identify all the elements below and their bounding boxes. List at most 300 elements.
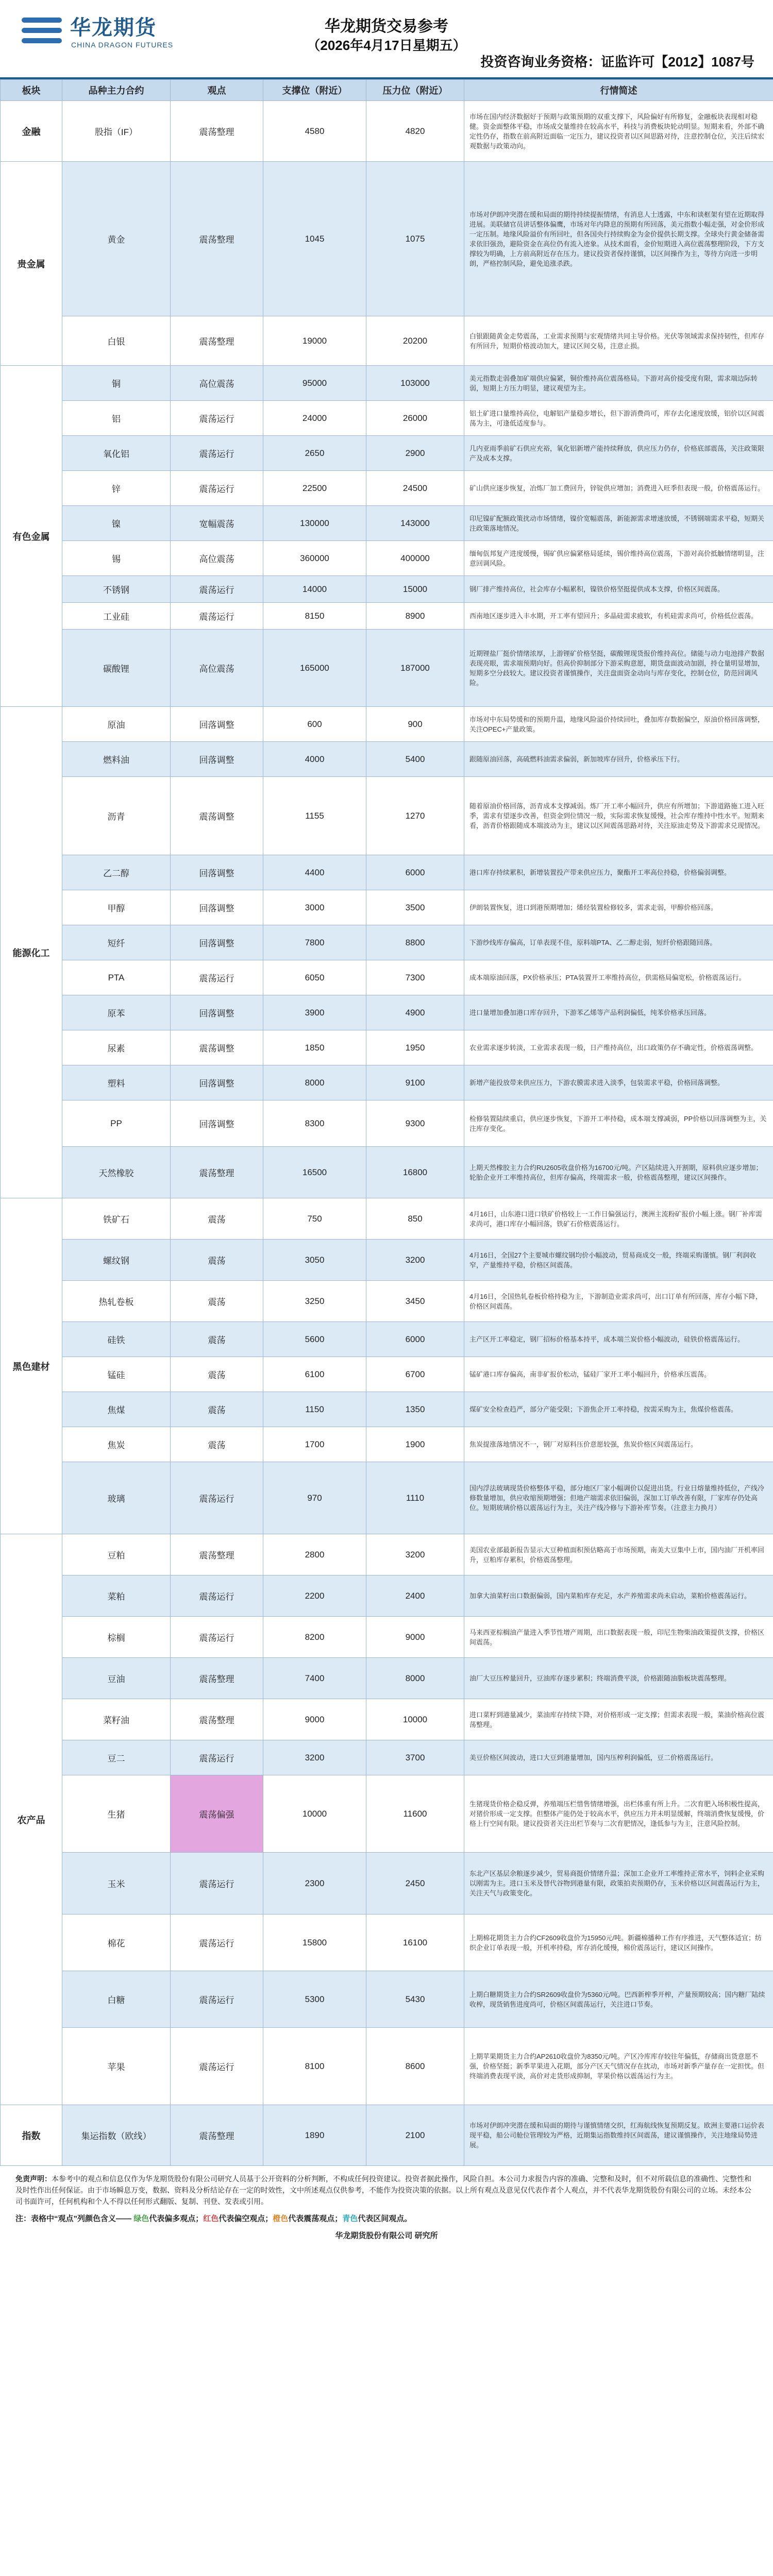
resistance-cell: 1075 — [366, 162, 464, 316]
variety-cell: 股指（IF） — [62, 101, 171, 162]
resistance-cell: 1350 — [366, 1392, 464, 1427]
variety-cell: 集运指数（欧线） — [62, 2105, 171, 2166]
support-cell: 19000 — [263, 316, 366, 366]
variety-cell: 焦煤 — [62, 1392, 171, 1427]
support-cell: 1045 — [263, 162, 366, 316]
support-cell: 3200 — [263, 1740, 366, 1775]
table-row — [1, 506, 773, 541]
support-cell: 8300 — [263, 1100, 366, 1147]
table-row — [1, 855, 773, 890]
resistance-cell: 16800 — [366, 1147, 464, 1198]
variety-cell: 短纤 — [62, 925, 171, 960]
support-cell: 2800 — [263, 1534, 366, 1575]
support-cell: 16500 — [263, 1147, 366, 1198]
table-row — [1, 576, 773, 603]
support-cell: 4000 — [263, 742, 366, 777]
comment-cell: 印尼镍矿配额政策扰动市场情绪，镍价宽幅震荡，新能源需求增速放缓，不锈钢端需求平稳，短期关注政策落地情况。 — [464, 506, 773, 541]
comment-cell: 农业需求逐步转淡，工业需求表现一般，日产维持高位，出口政策仍存不确定性，价格震荡调整。 — [464, 1030, 773, 1065]
table-row — [1, 1740, 773, 1775]
table-row — [1, 1914, 773, 1971]
resistance-cell: 3200 — [366, 1240, 464, 1281]
resistance-cell: 1270 — [366, 777, 464, 855]
view-cell: 高位震荡 — [171, 541, 263, 576]
variety-cell: 苹果 — [62, 2028, 171, 2105]
support-cell: 2300 — [263, 1853, 366, 1914]
support-cell: 8000 — [263, 1065, 366, 1100]
comment-cell: 上期苹果期货主力合约AP2610收盘价为8350元/吨。产区冷库库存较往年偏低，存储商出货意愿不强，价格坚挺；新季苹果进入花期，部分产区天气情况存在扰动，市场对新季产量存在一定担忧。但终端消费表现平淡，高价对走货形成抑制，苹果价格以震荡运行为主。 — [464, 2028, 773, 2105]
support-cell: 14000 — [263, 576, 366, 603]
view-cell: 高位震荡 — [171, 630, 263, 707]
support-cell: 95000 — [263, 366, 366, 401]
support-cell: 750 — [263, 1198, 366, 1240]
note-item: 红色 — [203, 2214, 219, 2223]
comment-cell: 煤矿安全检查趋严，部分产能受限；下游焦企开工率持稳，按需采购为主，焦煤价格震荡。 — [464, 1392, 773, 1427]
resistance-cell: 6000 — [366, 855, 464, 890]
table-row — [1, 925, 773, 960]
variety-cell: 豆粕 — [62, 1534, 171, 1575]
report-footer — [0, 2166, 773, 2241]
header-comment: 行情简述 — [464, 80, 773, 101]
comment-cell: 锰矿港口库存偏高，南非矿报价松动，锰硅厂家开工率小幅回升，价格承压震荡。 — [464, 1357, 773, 1392]
note-item: 代表区间观点。 — [358, 2214, 412, 2223]
support-cell: 22500 — [263, 471, 366, 506]
support-cell: 1890 — [263, 2105, 366, 2166]
header-resistance: 压力位（附近） — [366, 80, 464, 101]
table-row — [1, 2105, 773, 2166]
table-row — [1, 436, 773, 471]
report-header — [0, 0, 773, 79]
support-cell: 6100 — [263, 1357, 366, 1392]
note-item: 绿色 — [133, 2214, 149, 2223]
variety-cell: 锡 — [62, 541, 171, 576]
resistance-cell: 850 — [366, 1198, 464, 1240]
logo-text-cn: 华龙期货 — [70, 16, 157, 39]
view-cell: 震荡 — [171, 1392, 263, 1427]
view-cell: 震荡调整 — [171, 777, 263, 855]
view-cell: 高位震荡 — [171, 366, 263, 401]
comment-cell: 检修装置陆续重启，供应逐步恢复，下游开工率持稳，成本端支撑减弱，PP价格以回落调整为主，关注库存变化。 — [464, 1100, 773, 1147]
support-cell: 970 — [263, 1462, 366, 1534]
resistance-cell: 1110 — [366, 1462, 464, 1534]
variety-cell: 锌 — [62, 471, 171, 506]
table-row — [1, 1575, 773, 1617]
view-cell: 震荡运行 — [171, 960, 263, 995]
resistance-cell: 2100 — [366, 2105, 464, 2166]
table-row — [1, 1147, 773, 1198]
resistance-cell: 16100 — [366, 1914, 464, 1971]
view-cell: 回落调整 — [171, 995, 263, 1030]
resistance-cell: 3500 — [366, 890, 464, 925]
variety-cell: 铜 — [62, 366, 171, 401]
resistance-cell: 3450 — [366, 1281, 464, 1322]
view-cell: 回落调整 — [171, 1065, 263, 1100]
note-item: 青色 — [342, 2214, 358, 2223]
comment-cell: 矿山供应逐步恢复，冶炼厂加工费回升，锌锭供应增加；消费进入旺季但表现一般，价格震荡运行。 — [464, 471, 773, 506]
variety-cell: 白银 — [62, 316, 171, 366]
comment-cell: 进口菜籽到港量减少，菜油库存持续下降，对价格形成一定支撑；但需求表现一般，菜油价格高位震荡整理。 — [464, 1699, 773, 1740]
view-cell: 震荡运行 — [171, 1462, 263, 1534]
table-row — [1, 471, 773, 506]
support-cell: 1150 — [263, 1392, 366, 1427]
disclaimer-label: 免责声明： — [15, 2175, 52, 2183]
comment-cell: 4月16日，全国热轧卷板价格持稳为主，下游制造业需求尚可，出口订单有所回落，库存小幅下降，价格区间震荡。 — [464, 1281, 773, 1322]
view-cell: 震荡整理 — [171, 1699, 263, 1740]
comment-cell: 西南地区逐步进入丰水期，开工率有望回升；多晶硅需求疲软，有机硅需求尚可，价格低位震荡。 — [464, 603, 773, 630]
comment-cell: 市场在国内经济数据好于预期与政策预期的双重支撑下，风险偏好有所修复，金融板块表现相对稳健。资金面整体平稳，市场成交量维持在较高水平，科技与消费板块轮动明显。短期来看，外部不确定性仍存，指数在前高附近面临一定压力，建议投资者以区间思路对待，注意控制仓位，关注后续宏观数据与政策动向。 — [464, 101, 773, 162]
support-cell: 1850 — [263, 1030, 366, 1065]
support-cell: 7800 — [263, 925, 366, 960]
comment-cell: 港口库存持续累积，新增装置投产带来供应压力，聚酯开工率高位持稳，价格偏弱调整。 — [464, 855, 773, 890]
table-row — [1, 707, 773, 742]
support-cell: 5300 — [263, 1971, 366, 2028]
view-cell: 回落调整 — [171, 742, 263, 777]
table-row — [1, 162, 773, 316]
support-cell: 5600 — [263, 1322, 366, 1357]
resistance-cell: 6700 — [366, 1357, 464, 1392]
sector-cell: 有色金属 — [1, 366, 62, 707]
comment-cell: 近期锂盐厂挺价情绪浓厚，上游锂矿价格坚挺，碳酸锂现货报价维持高位。储能与动力电池排产数据表现亮眼，需求端预期向好。但高价抑制部分下游采购意愿，期货盘面波动加剧，持仓量明显增加，短期多空分歧较大。建议投资者谨慎操作，关注盘面资金动向与库存变化，控制仓位，防范回调风险。 — [464, 630, 773, 707]
comment-cell: 油厂大豆压榨量回升，豆油库存逐步累积；终端消费平淡，价格跟随油脂板块震荡整理。 — [464, 1658, 773, 1699]
comment-cell: 焦炭提涨落地情况不一，钢厂对原料压价意愿较强，焦炭价格区间震荡运行。 — [464, 1427, 773, 1462]
table-row — [1, 1427, 773, 1462]
view-cell: 震荡运行 — [171, 1853, 263, 1914]
variety-cell: 白糖 — [62, 1971, 171, 2028]
view-cell: 震荡整理 — [171, 316, 263, 366]
resistance-cell: 3200 — [366, 1534, 464, 1575]
support-cell: 3250 — [263, 1281, 366, 1322]
sector-cell: 农产品 — [1, 1534, 62, 2105]
resistance-cell: 26000 — [366, 401, 464, 436]
header-view: 观点 — [171, 80, 263, 101]
variety-cell: 玻璃 — [62, 1462, 171, 1534]
comment-cell: 市场对伊朗冲突潜在缓和局面的期待持续提振情绪，有消息人士透露，中东和谈框架有望在近期取得进展。美联储官员讲话整体偏鹰，市场对年内降息的预期有所回落，美元指数小幅走强，对金价形成一定压制。地缘风险溢价有所回吐，但各国央行持续购金为金价提供长期支撑。全球央行黄金储备需求依旧强劲，避险资金在高位仍有流入迹象。从技术面看，金价短期进入高位震荡整理阶段，下方支撑较为明确，上方前高附近存在压力。建议投资者保持谨慎，以区间操作为主，等待方向进一步明朗，严格控制风险，避免追涨杀跌。 — [464, 162, 773, 316]
view-cell: 震荡偏强 — [171, 1775, 263, 1853]
view-cell: 震荡 — [171, 1281, 263, 1322]
support-cell: 8100 — [263, 2028, 366, 2105]
table-row — [1, 1658, 773, 1699]
comment-cell: 美国农业部最新报告显示大豆种植面积预估略高于市场预期，南美大豆集中上市，国内油厂开机率回升，豆粕库存累积，价格震荡整理。 — [464, 1534, 773, 1575]
view-cell: 震荡运行 — [171, 1617, 263, 1658]
variety-cell: 黄金 — [62, 162, 171, 316]
view-cell: 震荡 — [171, 1240, 263, 1281]
resistance-cell: 4820 — [366, 101, 464, 162]
sector-cell: 贵金属 — [1, 162, 62, 366]
resistance-cell: 11600 — [366, 1775, 464, 1853]
variety-cell: 沥青 — [62, 777, 171, 855]
table-row — [1, 1462, 773, 1534]
comment-cell: 进口量增加叠加港口库存回升，下游苯乙烯等产品利润偏低，纯苯价格承压回落。 — [464, 995, 773, 1030]
support-cell: 4580 — [263, 101, 366, 162]
variety-cell: 镍 — [62, 506, 171, 541]
variety-cell: 生猪 — [62, 1775, 171, 1853]
table-row — [1, 630, 773, 707]
view-cell: 震荡整理 — [171, 1658, 263, 1699]
variety-cell: 玉米 — [62, 1853, 171, 1914]
table-row — [1, 1392, 773, 1427]
table-row — [1, 603, 773, 630]
table-row — [1, 960, 773, 995]
table-row — [1, 1100, 773, 1147]
view-cell: 回落调整 — [171, 1100, 263, 1147]
support-cell: 1155 — [263, 777, 366, 855]
support-cell: 7400 — [263, 1658, 366, 1699]
resistance-cell: 24500 — [366, 471, 464, 506]
variety-cell: 焦炭 — [62, 1427, 171, 1462]
support-cell: 2650 — [263, 436, 366, 471]
view-cell: 震荡 — [171, 1198, 263, 1240]
resistance-cell: 9300 — [366, 1100, 464, 1147]
variety-cell: 燃料油 — [62, 742, 171, 777]
resistance-cell: 9100 — [366, 1065, 464, 1100]
comment-cell: 伊朗装置恢复，进口到港预期增加；烯烃装置检修较多，需求走弱，甲醇价格回落。 — [464, 890, 773, 925]
variety-cell: 铁矿石 — [62, 1198, 171, 1240]
resistance-cell: 103000 — [366, 366, 464, 401]
sector-cell: 黑色建材 — [1, 1198, 62, 1534]
resistance-cell: 8600 — [366, 2028, 464, 2105]
support-cell: 3050 — [263, 1240, 366, 1281]
view-cell: 震荡整理 — [171, 2105, 263, 2166]
resistance-cell: 5430 — [366, 1971, 464, 2028]
comment-cell: 下游纱线库存偏高，订单表现不佳，原料端PTA、乙二醇走弱，短纤价格跟随回落。 — [464, 925, 773, 960]
variety-cell: 棉花 — [62, 1914, 171, 1971]
comment-cell: 东北产区基层余粮逐步减少，贸易商挺价情绪升温；深加工企业开工率维持正常水平，饲料企业采购以刚需为主。进口玉米及替代谷物到港量有限，政策拍卖预期仍存，玉米价格以区间震荡运行为主，关注天气与政策变化。 — [464, 1853, 773, 1914]
table-row — [1, 366, 773, 401]
variety-cell: 工业硅 — [62, 603, 171, 630]
support-cell: 2200 — [263, 1575, 366, 1617]
comment-cell: 国内浮法玻璃现货价格整体平稳，部分地区厂家小幅调价以促进出货。行业日熔量维持低位，产线冷修数量增加，供应收缩预期增强；但地产端需求依旧偏弱，深加工订单改善有限，厂家库存仍处高位。短期玻璃价格以震荡运行为主，关注产线冷修与下游补库节奏。（注意主力换月） — [464, 1462, 773, 1534]
table-row — [1, 890, 773, 925]
table-row — [1, 995, 773, 1030]
view-cell: 回落调整 — [171, 890, 263, 925]
table-row — [1, 2028, 773, 2105]
table-row — [1, 1240, 773, 1281]
view-cell: 震荡运行 — [171, 436, 263, 471]
resistance-cell: 2900 — [366, 436, 464, 471]
comment-cell: 市场对伊朗冲突潜在缓和局面的期待与谨慎情绪交织，红海航线恢复预期反复。欧洲主要港口运价表现平稳，船公司舱位管理较为严格，近期集运指数维持区间震荡，建议谨慎操作，关注地缘局势进展。 — [464, 2105, 773, 2166]
variety-cell: 塑料 — [62, 1065, 171, 1100]
support-cell: 15800 — [263, 1914, 366, 1971]
comment-cell: 缅甸佤邦复产进度缓慢，锡矿供应偏紧格局延续，锡价维持高位震荡，下游对高价抵触情绪明显，注意回调风险。 — [464, 541, 773, 576]
support-cell: 6050 — [263, 960, 366, 995]
comment-cell: 市场对中东局势缓和的预期升温，地缘风险溢价持续回吐，叠加库存数据偏空，原油价格回落调整，关注OPEC+产量政策。 — [464, 707, 773, 742]
table-header-row — [1, 80, 773, 101]
reference-table — [0, 79, 773, 2166]
variety-cell: 菜粕 — [62, 1575, 171, 1617]
variety-cell: 铝 — [62, 401, 171, 436]
comment-cell: 几内亚雨季前矿石供应充裕，氧化铝新增产能持续释放，供应压力仍存，价格底部震荡，关注政策限产及成本支撑。 — [464, 436, 773, 471]
support-cell: 8150 — [263, 603, 366, 630]
view-cell: 震荡运行 — [171, 576, 263, 603]
comment-cell: 主产区开工率稳定，钢厂招标价格基本持平，成本端兰炭价格小幅波动，硅铁价格震荡运行。 — [464, 1322, 773, 1357]
report-date: （2026年4月17日星期五） — [307, 38, 466, 53]
resistance-cell: 143000 — [366, 506, 464, 541]
view-cell: 回落调整 — [171, 925, 263, 960]
company-name: 华龙期货股份有限公司 研究所 — [335, 2231, 438, 2240]
table-row — [1, 1198, 773, 1240]
color-legend-note — [15, 2213, 758, 2225]
comment-cell: 白银跟随黄金走势震荡，工业需求预期与宏观情绪共同主导价格。光伏等领域需求保持韧性，但库存有所回升，短期价格波动加大，建议区间交易，注意止损。 — [464, 316, 773, 366]
report-title: 华龙期货交易参考 — [325, 18, 448, 35]
table-row — [1, 1065, 773, 1100]
table-row — [1, 1534, 773, 1575]
view-cell: 震荡运行 — [171, 1914, 263, 1971]
sector-cell: 能源化工 — [1, 707, 62, 1198]
variety-cell: 热轧卷板 — [62, 1281, 171, 1322]
support-cell: 3900 — [263, 995, 366, 1030]
resistance-cell: 8800 — [366, 925, 464, 960]
table-row — [1, 1322, 773, 1357]
view-cell: 震荡运行 — [171, 1575, 263, 1617]
note-item: 代表偏多观点； — [149, 2214, 204, 2223]
note-item: 代表震荡观点； — [288, 2214, 343, 2223]
variety-cell: PP — [62, 1100, 171, 1147]
comment-cell: 上期棉花期货主力合约CF2609收盘价为15950元/吨。新疆棉播种工作有序推进，天气整体适宜；纺织企业订单表现一般，开机率持稳，库存消化缓慢，棉价震荡运行，建议区间操作。 — [464, 1914, 773, 1971]
view-cell: 回落调整 — [171, 707, 263, 742]
view-cell: 宽幅震荡 — [171, 506, 263, 541]
view-cell: 震荡运行 — [171, 1971, 263, 2028]
support-cell: 165000 — [263, 630, 366, 707]
resistance-cell: 5400 — [366, 742, 464, 777]
variety-cell: 豆二 — [62, 1740, 171, 1775]
support-cell: 9000 — [263, 1699, 366, 1740]
comment-cell: 新增产能投放带来供应压力，下游农膜需求进入淡季，包装需求平稳，价格回落调整。 — [464, 1065, 773, 1100]
variety-cell: 硅铁 — [62, 1322, 171, 1357]
comment-cell: 马来西亚棕榈油产量进入季节性增产周期，出口数据表现一般，印尼生物柴油政策提供支撑，价格区间震荡。 — [464, 1617, 773, 1658]
comment-cell: 随着原油价格回落，沥青成本支撑减弱。炼厂开工率小幅回升，供应有所增加；下游道路施工进入旺季，需求有望逐步改善，但资金到位情况一般，实际需求恢复缓慢，社会库存维持中性水平。短期来看，沥青价格跟随成本端波动为主，建议以区间震荡思路对待，关注原油走势及下游需求兑现情况。 — [464, 777, 773, 855]
disclaimer — [15, 2173, 758, 2207]
table-row — [1, 742, 773, 777]
variety-cell: 原苯 — [62, 995, 171, 1030]
resistance-cell: 8900 — [366, 603, 464, 630]
support-cell: 600 — [263, 707, 366, 742]
header-sector: 板块 — [1, 80, 62, 101]
variety-cell: 原油 — [62, 707, 171, 742]
variety-cell: 乙二醇 — [62, 855, 171, 890]
variety-cell: 氧化铝 — [62, 436, 171, 471]
variety-cell: 棕榈 — [62, 1617, 171, 1658]
variety-cell: 豆油 — [62, 1658, 171, 1699]
support-cell: 1700 — [263, 1427, 366, 1462]
view-cell: 震荡运行 — [171, 603, 263, 630]
resistance-cell: 4900 — [366, 995, 464, 1030]
resistance-cell: 2400 — [366, 1575, 464, 1617]
table-row — [1, 1775, 773, 1853]
view-cell: 回落调整 — [171, 855, 263, 890]
note-item: 橙色 — [273, 2214, 289, 2223]
resistance-cell: 15000 — [366, 576, 464, 603]
table-row — [1, 401, 773, 436]
view-cell: 震荡整理 — [171, 162, 263, 316]
resistance-cell: 3700 — [366, 1740, 464, 1775]
resistance-cell: 400000 — [366, 541, 464, 576]
support-cell: 130000 — [263, 506, 366, 541]
header-support: 支撑位（附近） — [263, 80, 366, 101]
resistance-cell: 900 — [366, 707, 464, 742]
note-prefix: 注：表格中“观点”列颜色含义—— — [15, 2214, 132, 2223]
comment-cell: 4月16日，山东港口进口铁矿价格较上一工作日偏强运行，澳洲主流粉矿报价小幅上涨。钢厂补库需求尚可，港口库存小幅回落，铁矿石价格震荡运行。 — [464, 1198, 773, 1240]
table-row — [1, 1853, 773, 1914]
support-cell: 3000 — [263, 890, 366, 925]
variety-cell: 甲醇 — [62, 890, 171, 925]
resistance-cell: 1900 — [366, 1427, 464, 1462]
view-cell: 震荡运行 — [171, 401, 263, 436]
view-cell: 震荡运行 — [171, 471, 263, 506]
table-row — [1, 541, 773, 576]
view-cell: 震荡调整 — [171, 1030, 263, 1065]
variety-cell: 不锈钢 — [62, 576, 171, 603]
comment-cell: 美元指数走弱叠加矿端供应偏紧，铜价维持高位震荡格局。下游对高价接受度有限，需求端边际转弱，短期上方压力明显，建议观望为主。 — [464, 366, 773, 401]
view-cell: 震荡运行 — [171, 2028, 263, 2105]
comment-cell: 美豆价格区间波动，进口大豆到港量增加，国内压榨利润偏低，豆二价格震荡运行。 — [464, 1740, 773, 1775]
comment-cell: 成本端原油回落，PX价格承压；PTA装置开工率维持高位，供需格局偏宽松，价格震荡运行。 — [464, 960, 773, 995]
variety-cell: 天然橡胶 — [62, 1147, 171, 1198]
resistance-cell: 1950 — [366, 1030, 464, 1065]
view-cell: 震荡整理 — [171, 1147, 263, 1198]
view-cell: 震荡 — [171, 1357, 263, 1392]
support-cell: 360000 — [263, 541, 366, 576]
support-cell: 4400 — [263, 855, 366, 890]
disclaimer-text: 本参考中的观点和信息仅作为华龙期货股份有限公司研究人员基于公开资料的分析判断，不构成任何投资建议。投资者据此操作，风险自担。本公司力求报告内容的准确、完整和及时，但不对所载信息的准确性、完整性和及时性作出任何保证。由于市场瞬息万变，数据、资料及分析结论存在一定的时效性，文中所述观点仅供参考，不能作为投资决策的依据。以上所有观点及意见仅代表作者个人观点，并不代表华龙期货股份有限公司的立场。未经本公司书面许可，任何机构和个人不得以任何形式翻版、复制、刊登、发表或引用。 — [15, 2175, 751, 2206]
table-row — [1, 1699, 773, 1740]
comment-cell: 铝土矿进口量维持高位，电解铝产量稳步增长，但下游消费尚可，库存去化速度放缓，铝价以区间震荡为主，可逢低适度参与。 — [464, 401, 773, 436]
table-row — [1, 316, 773, 366]
resistance-cell: 20200 — [366, 316, 464, 366]
comment-cell: 上期白糖期货主力合约SR2609收盘价为5360元/吨。巴西新榨季开榨，产量预期较高；国内糖厂陆续收榨，现货销售进度尚可，价格区间震荡运行，关注进口节奏。 — [464, 1971, 773, 2028]
table-row — [1, 1281, 773, 1322]
header-variety: 品种主力合约 — [62, 80, 171, 101]
table-row — [1, 1617, 773, 1658]
view-cell: 震荡整理 — [171, 1534, 263, 1575]
resistance-cell: 187000 — [366, 630, 464, 707]
support-cell: 24000 — [263, 401, 366, 436]
comment-cell: 生猪现货价格企稳反弹，养殖端压栏惜售情绪增强，出栏体重有所上升。二次育肥入场积极性提高，对猪价形成一定支撑。但整体产能仍处于较高水平，供应压力并未明显缓解，终端消费恢复缓慢，价格上行空间有限。建议投资者关注出栏节奏与二次育肥情况，逢低参与为主，注意风险控制。 — [464, 1775, 773, 1853]
resistance-cell: 8000 — [366, 1658, 464, 1699]
view-cell: 震荡运行 — [171, 1740, 263, 1775]
note-item: 代表偏空观点； — [219, 2214, 273, 2223]
view-cell: 震荡整理 — [171, 101, 263, 162]
logo-text-en: CHINA DRAGON FUTURES — [71, 41, 174, 49]
view-cell: 震荡 — [171, 1322, 263, 1357]
support-cell: 10000 — [263, 1775, 366, 1853]
resistance-cell: 9000 — [366, 1617, 464, 1658]
variety-cell: 菜籽油 — [62, 1699, 171, 1740]
table-row — [1, 1030, 773, 1065]
table-row — [1, 1971, 773, 2028]
table-row — [1, 777, 773, 855]
variety-cell: 锰硅 — [62, 1357, 171, 1392]
variety-cell: 尿素 — [62, 1030, 171, 1065]
sector-cell: 金融 — [1, 101, 62, 162]
variety-cell: 碳酸锂 — [62, 630, 171, 707]
comment-cell: 跟随原油回落，高硫燃料油需求偏弱，新加坡库存回升，价格承压下行。 — [464, 742, 773, 777]
support-cell: 8200 — [263, 1617, 366, 1658]
comment-cell: 加拿大油菜籽出口数据偏弱，国内菜粕库存充足，水产养殖需求尚未启动，菜粕价格震荡运行。 — [464, 1575, 773, 1617]
variety-cell: 螺纹钢 — [62, 1240, 171, 1281]
comment-cell: 4月16日，全国27个主要城市螺纹钢均价小幅波动，贸易商成交一般，终端采购谨慎。钢厂利润收窄，产量维持平稳，价格区间震荡。 — [464, 1240, 773, 1281]
resistance-cell: 7300 — [366, 960, 464, 995]
table-row — [1, 1357, 773, 1392]
sector-cell: 指数 — [1, 2105, 62, 2166]
table-body — [1, 101, 773, 2166]
license-info: 投资咨询业务资格：证监许可【2012】1087号 — [480, 54, 754, 70]
comment-cell: 上期天然橡胶主力合约RU2605收盘价格为16700元/吨。产区陆续进入开割期，原料供应逐步增加；轮胎企业开工率维持高位，但库存偏高，终端需求一般，价格震荡整理，建议区间操作。 — [464, 1147, 773, 1198]
resistance-cell: 2450 — [366, 1853, 464, 1914]
view-cell: 震荡 — [171, 1427, 263, 1462]
resistance-cell: 10000 — [366, 1699, 464, 1740]
resistance-cell: 6000 — [366, 1322, 464, 1357]
table-row — [1, 101, 773, 162]
variety-cell: PTA — [62, 960, 171, 995]
